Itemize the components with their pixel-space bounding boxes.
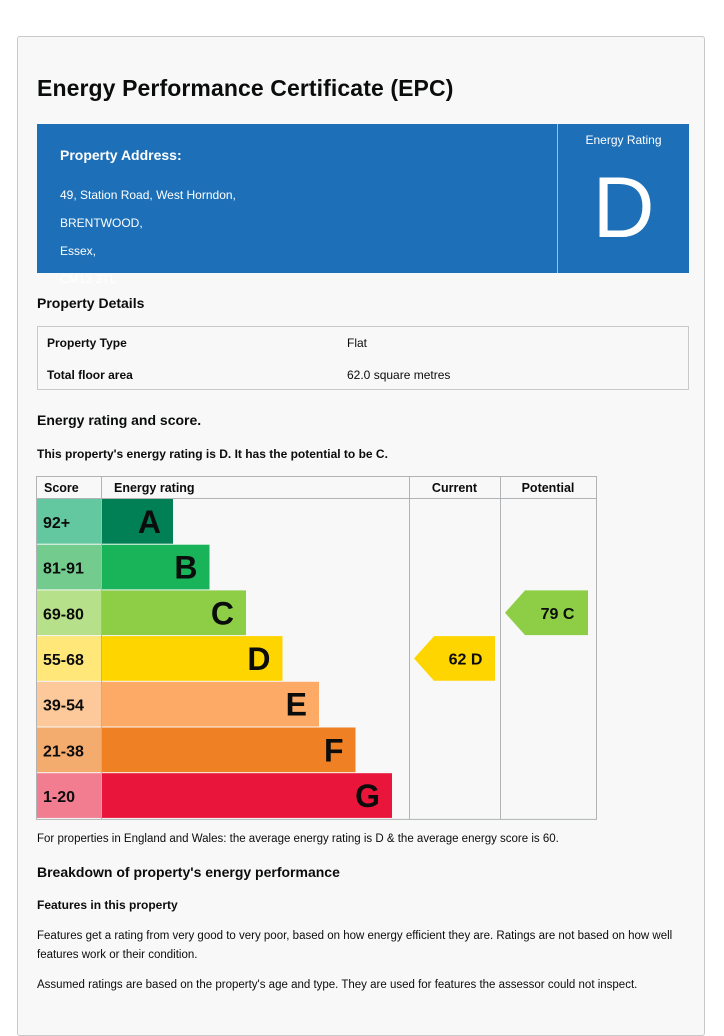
score-range-g: 1-20 bbox=[43, 789, 76, 807]
page-title: Energy Performance Certificate (EPC) bbox=[37, 75, 454, 101]
rating-letter-d: D bbox=[247, 640, 271, 677]
floor-area-value: 62.0 square metres bbox=[347, 368, 451, 382]
assumed-ratings-paragraph: Assumed ratings are based on the property's age and type. They are used for features the assessor could not inspect. bbox=[37, 979, 638, 991]
address-banner bbox=[37, 124, 689, 286]
address-line: CM13 3TL bbox=[60, 272, 117, 286]
rating-section-heading: Energy rating and score. bbox=[37, 412, 202, 428]
property-details-heading: Property Details bbox=[37, 295, 145, 311]
property-type-value: Flat bbox=[347, 336, 368, 350]
floor-area-label: Total floor area bbox=[47, 368, 133, 382]
energy-rating-label: Energy Rating bbox=[585, 133, 662, 147]
property-details-table bbox=[37, 326, 689, 390]
score-range-e: 39-54 bbox=[43, 697, 84, 715]
rating-bar-f bbox=[102, 728, 356, 773]
score-range-d: 55-68 bbox=[43, 651, 84, 669]
property-type-label: Property Type bbox=[47, 336, 127, 350]
rating-letter-e: E bbox=[285, 686, 307, 723]
address-line: BRENTWOOD, bbox=[60, 216, 143, 230]
score-column-header: Score bbox=[44, 481, 79, 495]
score-range-c: 69-80 bbox=[43, 606, 84, 624]
rating-bar-g bbox=[102, 773, 392, 818]
features-paragraph: Features get a rating from very good to very poor, based on how energy efficient they are. Ratings are not based on how well features work or their condition. bbox=[37, 930, 673, 961]
score-range-b: 81-91 bbox=[43, 560, 84, 578]
breakdown-heading: Breakdown of property's energy performance bbox=[37, 864, 340, 880]
rating-letter-g: G bbox=[355, 778, 380, 815]
current-column-header: Current bbox=[431, 481, 478, 495]
address-line: Essex, bbox=[60, 244, 97, 258]
score-range-f: 21-38 bbox=[43, 743, 84, 761]
rating-letter-b: B bbox=[174, 549, 198, 586]
features-subheading: Features in this property bbox=[37, 898, 178, 912]
address-line: 49, Station Road, West Horndon, bbox=[60, 188, 236, 202]
rating-letter-c: C bbox=[210, 595, 234, 632]
current-rating-label: 62 D bbox=[448, 651, 483, 669]
energy-rating-column-header: Energy rating bbox=[114, 481, 195, 495]
rating-letter-f: F bbox=[323, 732, 344, 769]
energy-rating-letter: D bbox=[592, 160, 655, 256]
address-lines bbox=[60, 174, 236, 300]
score-range-a: 92+ bbox=[43, 514, 71, 532]
potential-rating-label: 79 C bbox=[540, 605, 575, 623]
rating-letter-a: A bbox=[137, 503, 161, 540]
potential-column-header: Potential bbox=[521, 481, 575, 495]
rating-summary: This property's energy rating is D. It has the potential to be C. bbox=[37, 447, 388, 461]
address-label: Property Address: bbox=[60, 147, 182, 163]
epc-card bbox=[17, 36, 705, 1036]
epc-rating-chart bbox=[36, 476, 598, 821]
average-note: For properties in England and Wales: the average energy rating is D & the average energy score is 60. bbox=[37, 833, 559, 845]
